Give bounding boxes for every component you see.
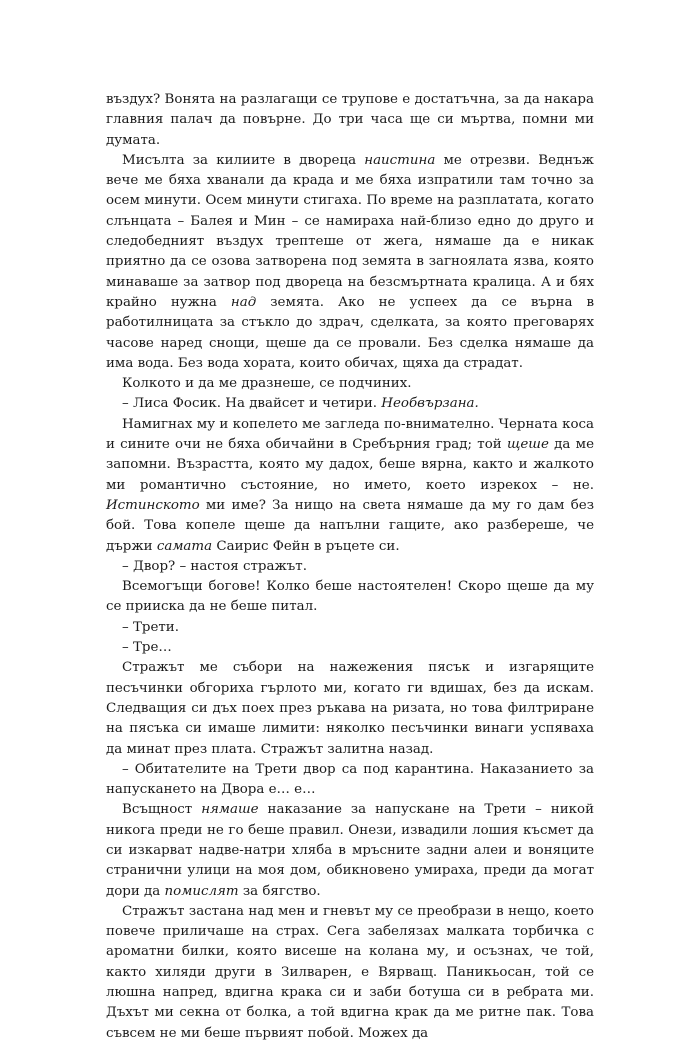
- text-segment: Саирис Фейн в ръцете си.: [212, 538, 400, 554]
- italic-text: щеше: [506, 437, 549, 453]
- text-segment: – Тре…: [122, 640, 172, 656]
- text-segment: за бягство.: [238, 883, 321, 899]
- paragraph: [106, 415, 594, 557]
- text-segment: Стражът ме събори на нажежения пясък и изгарящите песъчинки обгориха гърлото ми, когато ги вдишах, без да искам. Следващия си дъх поех през ръкава на ризата, но това филтриране на пясъка си имаше лимити: няколко песъчинки винаги успяваха да минат през плата. Стражът залитна назад.: [106, 660, 594, 757]
- paragraph: [106, 800, 594, 901]
- text-segment: ме отрезви. Веднъж вече ме бяха хванали да крада и ме бяха изпратили там точно за осем минути. Осем минути стигаха. По време на разплатата, когато слънцата – Балея и Мин – се намираха най-близо едно до друго и следобедният въздух трептеше от жега, нямаше да е никак приятно да се озова затворена под земята в загноялата язва, която минаваше за затвор под двореца на безсмъртната кралица. А и бях крайно нужна: [106, 152, 594, 310]
- paragraph: [106, 618, 594, 638]
- text-segment: наказание за напускане на Трети – никой никога преди не го беше правил. Онези, извадили лошия късмет да си изкарват надве-натри хляба в мръсните задни алеи и воняците странични улици на моя дом, обикновено умираха, преди да могат дори да: [106, 802, 594, 899]
- italic-text: помислят: [164, 883, 239, 899]
- paragraph: [106, 760, 594, 801]
- italic-text: Истинското: [106, 497, 200, 513]
- paragraph: [106, 577, 594, 618]
- text-segment: да ме запомни. Възрастта, която му дадох, беше вярна, както и жалкото ми романтично състояние, но името, което изрекох – не.: [106, 437, 594, 493]
- page-text: [106, 90, 594, 1044]
- italic-text: над: [230, 294, 257, 310]
- text-segment: – Трети.: [122, 619, 179, 635]
- paragraph: [106, 374, 594, 394]
- text-segment: въздух? Вонята на разлагащи се трупове е достатъчна, за да накара главния палач да повърне. До три часа ще си мъртва, помни ми думата.: [106, 92, 594, 148]
- text-segment: Мисълта за килиите в двореца: [122, 152, 365, 168]
- italic-text: самата: [156, 538, 213, 554]
- paragraph: [106, 902, 594, 1044]
- italic-text: Необвързана.: [381, 396, 479, 412]
- paragraph: [106, 557, 594, 577]
- text-segment: Намигнах му и копелето ме загледа по-внимателно. Черната коса и сините очи не бяха обичайни в Сребърния град; той: [106, 416, 594, 453]
- paragraph: [106, 658, 594, 759]
- text-segment: – Двор? – настоя стражът.: [122, 558, 307, 574]
- text-segment: земята. Ако не успеех да се върна в работилницата за стъкло до здрач, сделката, за която преговарях часове наред снощи, щеше да се провали. Без сделка нямаше да има вода. Без вода хората, които обичах, щяха да страдат.: [106, 294, 594, 371]
- paragraph: [106, 394, 594, 414]
- text-segment: Всъщност: [122, 802, 202, 818]
- paragraph: [106, 90, 594, 151]
- paragraph: [106, 151, 594, 374]
- text-segment: ми име? За нищо на света нямаше да му го дам без бой. Това копеле щеше да напълни гащите, ако разбереше, че държи: [106, 497, 594, 554]
- text-segment: Всемогъщи богове! Колко беше настоятелен! Скоро щеше да му се прииска да не беше питал.: [106, 579, 594, 615]
- paragraph: [106, 638, 594, 658]
- text-segment: Стражът застана над мен и гневът му се преобрази в нещо, което повече приличаше на страх. Сега забелязах малката торбичка с ароматни билки, която висеше на колана му, и осъзнах, че той, както хиляди други в Зилварен, е Вярващ. Паникьосан, той се люшна напред, вдигна крака си и заби ботуша си в ребрата ми. Дъхът ми секна от болка, а той вдигна крак да ме ритне пак. Това съвсем не ми беше първият побой. Можех да: [106, 903, 594, 1041]
- italic-text: наистина: [364, 152, 436, 168]
- text-segment: – Обитателите на Трети двор са под карантина. Наказанието за напускането на Двора е… е…: [106, 761, 594, 798]
- text-segment: Колкото и да ме дразнеше, се подчиних.: [122, 376, 412, 392]
- text-segment: – Лиса Фосик. На двайсет и четири.: [122, 396, 382, 412]
- italic-text: нямаше: [201, 802, 259, 818]
